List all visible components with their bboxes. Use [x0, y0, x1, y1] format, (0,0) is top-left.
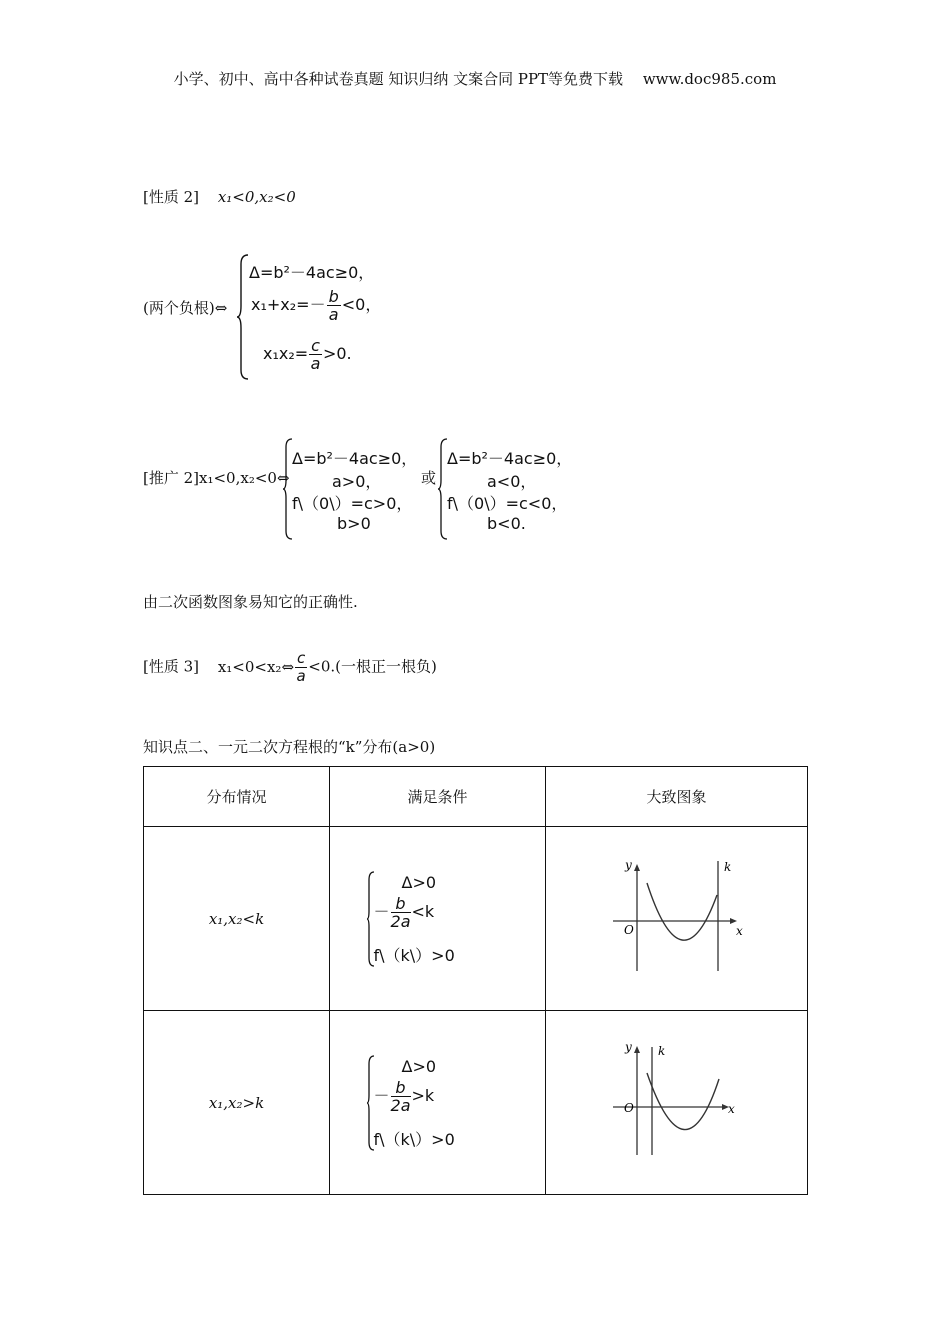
condition-f-k: f\（k\）>0: [373, 945, 455, 965]
parabola-curve: [647, 883, 717, 940]
property-2-line-1: Δ=b²－4ac≥0，: [249, 263, 375, 282]
parabola-graph-2: [607, 1043, 747, 1163]
condition-vertex: － $\frac{b}{2a}$ <k: [373, 893, 435, 931]
property-2-label: [性质 2]: [143, 188, 200, 206]
property-2-line-2: x₁+x₂=－ $\frac{b}{a}$ <0，: [251, 287, 382, 324]
condition-vertex: － $\frac{b}{2a}$ >k: [373, 1077, 435, 1115]
extension-2-a-line-2: a>0，: [332, 472, 382, 491]
extension-2-a-line-4: b>0: [337, 514, 371, 533]
property-2-brace: [236, 254, 250, 380]
k-distribution-table: [143, 766, 808, 1195]
condition-f-k: f\（k\）>0: [373, 1129, 455, 1149]
case-cell: x₁,x₂<k: [144, 827, 330, 1011]
origin-label: O: [623, 1100, 634, 1115]
graph-cell: [546, 1011, 808, 1195]
table-row: [144, 827, 808, 1011]
y-label: y: [624, 1042, 632, 1054]
extension-2-b-line-4: b<0.: [487, 514, 526, 533]
property-2-title: [143, 186, 296, 207]
case-cell: x₁,x₂>k: [144, 1011, 330, 1195]
condition-delta: Δ>0: [401, 1056, 437, 1076]
x-label: x: [735, 923, 743, 938]
k-label: k: [657, 1043, 665, 1058]
y-arrow-icon: [634, 1046, 640, 1053]
or-text: 或: [421, 469, 437, 487]
fraction-b-over-a: $\frac{b}{a}$: [328, 287, 339, 324]
table-header-row: [144, 767, 808, 827]
extension-2-b-line-3: f\（0\）=c<0，: [447, 494, 568, 513]
header-distribution: 分布情况: [144, 767, 330, 827]
header-graph: 大致图象: [546, 767, 808, 827]
property-2-lhs: (两个负根)⇔: [143, 299, 228, 317]
x-label: x: [727, 1101, 735, 1116]
extension-2-b-line-2: a<0，: [487, 472, 537, 491]
graph-cell: [546, 827, 808, 1011]
fraction-c-over-a: $\frac{c}{a}$: [296, 649, 306, 685]
extension-2-a-line-1: Δ=b²－4ac≥0，: [292, 449, 418, 468]
property-2-condition: x₁<0,x₂<0: [217, 188, 296, 206]
section-title: 知识点二、一元二次方程根的“k”分布(a>0): [143, 738, 436, 756]
parabola-graph-1: [607, 859, 747, 979]
parabola-curve: [647, 1073, 719, 1130]
extension-2-a-line-3: f\（0\）=c>0，: [292, 494, 413, 513]
table-row: [144, 1011, 808, 1195]
note-text: 由二次函数图象易知它的正确性.: [143, 593, 358, 611]
extension-2-label: [推广 2]x₁<0,x₂<0⇔: [143, 469, 290, 487]
property-2-line-3: x₁x₂= $\frac{c}{a}$ >0.: [263, 336, 352, 373]
property-3: [性质 3] x₁<0<x₂⇔ $\frac{c}{a}$ <0.(一根正一根负): [143, 649, 437, 685]
fraction-c-over-a: $\frac{c}{a}$: [310, 336, 321, 373]
k-label: k: [723, 859, 731, 874]
origin-label: O: [623, 922, 634, 937]
extension-2-b-line-1: Δ=b²－4ac≥0，: [447, 449, 573, 468]
conditions-cell: [330, 827, 546, 1011]
condition-delta: Δ>0: [401, 872, 437, 892]
conditions-cell: [330, 1011, 546, 1195]
y-arrow-icon: [634, 864, 640, 871]
header-conditions: 满足条件: [330, 767, 546, 827]
y-label: y: [624, 858, 632, 872]
page-header: 小学、初中、高中各种试卷真题 知识归纳 文案合同 PPT等免费下载 www.doc985.com: [173, 70, 777, 88]
